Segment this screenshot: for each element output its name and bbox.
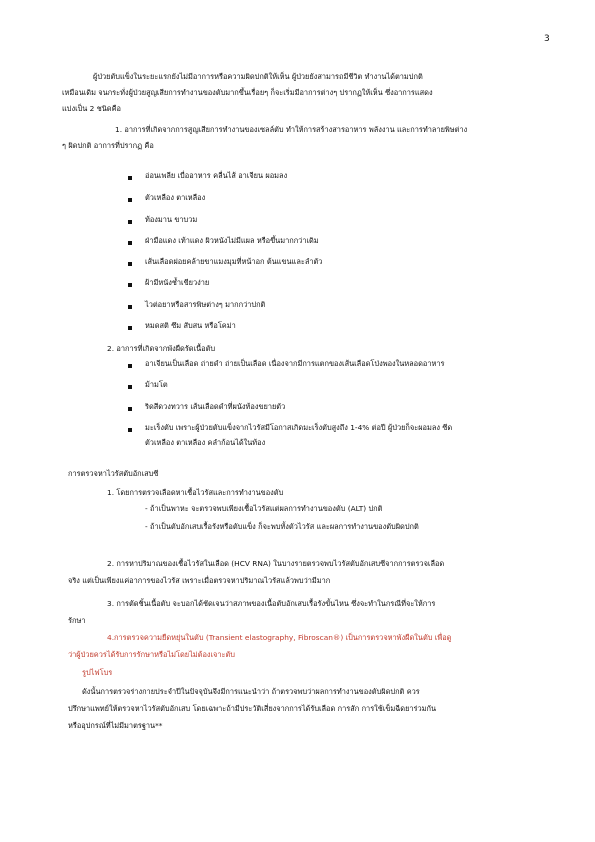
step3-line-1: 3. การตัดชิ้นเนื้อตับ จะบอกได้ชัดเจนว่าสภาพของเนื้อตับอักเสบเรื้อรังขั้นไหน ซึ่งจะทำในกรณีที่จะให้การ	[107, 599, 436, 608]
list-item-continuation: ตัวเหลือง ตาเหลือง คลำก้อนได้ในท้อง	[145, 438, 266, 447]
step4-line-1: 4.การตรวจความยืดหยุ่นในตับ (Transient elastography, Fibroscan®) เป็นการตรวจหาพังผืดในตับ เพื่อดู	[107, 633, 452, 642]
list-item: เส้นเลือดฝอยคล้ายขาแมงมุมที่หน้าอก ต้นแขนและลำตัว	[145, 257, 323, 266]
step3-line-2: รักษา	[68, 616, 86, 625]
list-item: ฝ้ามีหนังช้ำเขียวง่าย	[145, 278, 210, 287]
closing-line-3: หรืออุปกรณ์ที่ไม่มีมาตรฐาน**	[68, 721, 163, 730]
list-item: ริดสีดวงทวาร เส้นเลือดดำที่ผนังท้องขยายตัว	[145, 402, 286, 411]
bullet-icon	[128, 364, 132, 368]
bullet-icon	[128, 428, 132, 432]
diagnosis-title: การตรวจหาไวรัสตับอักเสบซี	[68, 469, 159, 478]
list-item: ม้ามโต	[145, 380, 168, 389]
section1-heading-line-2: ๆ ผิดปกติ อาการที่ปรากฏ คือ	[62, 141, 154, 150]
intro-line-3: แบ่งเป็น 2 ชนิดคือ	[62, 104, 121, 113]
list-item: ท้องมาน ขาบวม	[145, 215, 198, 224]
list-item: มะเร็งตับ เพราะผู้ป่วยตับแข็งจากไวรัสมีโอกาสเกิดมะเร็งตับสูงถึง 1-4% ต่อปี ผู้ป่วยก็จะผอมลง ซีด	[145, 423, 453, 432]
bullet-icon	[128, 241, 132, 245]
bullet-icon	[128, 326, 132, 330]
step2-line-2: จริง แต่เป็นเพียงแค่อาการของไวรัส เพราะเมื่อตรวจหาปริมาณไวรัสแล้วพบว่ามีมาก	[68, 576, 331, 585]
step4-line-2: ว่าผู้ป่วยควรได้รับการรักษาหรือไม่โดยไม่ต้องเจาะตับ	[68, 650, 235, 659]
intro-line-2: เหมือนเดิม จนกระทั่งผู้ป่วยสูญเสียการทำงานของตับมากขึ้นเรื่อยๆ ก็จะเริ่มมีอาการต่างๆ ปรากฏให้เห็น ซึ่งอาการแสดง	[62, 88, 433, 97]
step2-line-1: 2. การหาปริมาณของเชื้อไวรัสในเลือด (HCV RNA) ในบางรายตรวจพบไวรัสตับอักเสบซีจากการตรวจเลือด	[107, 559, 445, 568]
intro-line-1: ผู้ป่วยตับแข็งในระยะแรกยังไม่มีอาการหรือความผิดปกติให้เห็น ผู้ป่วยยังสามารถมีชีวิต ทำงานได้ตามปกติ	[93, 72, 423, 81]
step1-line-2: - ถ้าเป็นตับอักเสบเรื้อรังหรือตับแข็ง ก็จะพบทั้งตัวไวรัส และผลการทำงานของตับผิดปกติ	[145, 522, 419, 531]
bullet-icon	[128, 198, 132, 202]
list-item: ตัวเหลือง ตาเหลือง	[145, 193, 206, 202]
list-item: อ่อนเพลีย เบื่ออาหาร คลื่นไส้ อาเจียน ผอมลง	[145, 171, 288, 180]
subheading: รูปไฟโบร	[82, 668, 113, 677]
bullet-icon	[128, 385, 132, 389]
closing-line-2: ปรึกษาแพทย์ให้ตรวจหาไวรัสตับอักเสบ โดยเฉพาะถ้ามีประวัติเสี่ยงจากการได้รับเลือด การสัก การใช้เข็มฉีดยาร่วมกัน	[68, 704, 437, 713]
bullet-icon	[128, 283, 132, 287]
bullet-icon	[128, 176, 132, 180]
bullet-icon	[128, 407, 132, 411]
list-item: หมดสติ ซึม สับสน หรือโคม่า	[145, 321, 236, 330]
list-item: ฝ่ามือแดง เท้าแดง ผิวหนังไม่มีแผล หรือขึ้นมากกว่าเดิม	[145, 236, 319, 245]
bullet-icon	[128, 305, 132, 309]
section1-heading-line-1: 1. อาการที่เกิดจากการสูญเสียการทำงานของเซลล์ตับ ทำให้การสร้างสารอาหาร พลังงาน และการทำลายพิษต่าง	[115, 125, 468, 134]
step1-line-1: - ถ้าเป็นพาหะ จะตรวจพบเพียงเชื้อไวรัสแต่ผลการทำงานของตับ (ALT) ปกติ	[145, 504, 383, 513]
step1-heading: 1. โดยการตรวจเลือดหาเชื้อไวรัสและการทำงานของตับ	[107, 488, 284, 497]
bullet-icon	[128, 262, 132, 266]
page-number: 3	[544, 34, 550, 44]
closing-line-1: ดังนั้นการตรวจร่างกายประจำปีในปัจจุบันจึงมีการแนะนำว่า ถ้าตรวจพบว่าผลการทำงานของตับผิดปกติ ควร	[82, 687, 420, 696]
list-item: อาเจียนเป็นเลือด ถ่ายดำ ถ่ายเป็นเลือด เนื่องจากมีการแตกของเส้นเลือดโป่งพองในหลอดอาหาร	[145, 359, 445, 368]
list-item: ไวต่อยาหรือสารพิษต่างๆ มากกว่าปกติ	[145, 300, 266, 309]
bullet-icon	[128, 220, 132, 224]
section2-heading: 2. อาการที่เกิดจากพังผืดรัดเนื้อตับ	[107, 344, 216, 353]
